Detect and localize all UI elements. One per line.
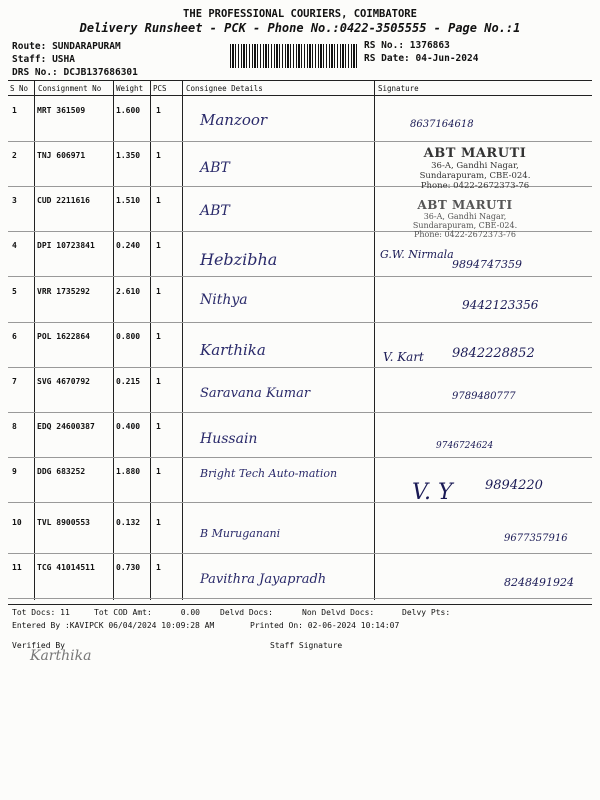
- row-weight: 1.350: [116, 151, 141, 160]
- row-consignee: Manzoor: [200, 111, 268, 129]
- signature-mark: G.W. Nirmala: [380, 248, 454, 261]
- row-consignee: Pavithra Jayapradh: [200, 572, 327, 587]
- row-consignment: SVG 4670792: [37, 377, 90, 386]
- row-sno: 1: [12, 106, 17, 115]
- table-header-rule: [8, 95, 592, 96]
- signature-mark: V. Y: [412, 480, 453, 505]
- row-signature: 8248491924: [504, 576, 574, 589]
- row-rule: [8, 598, 592, 599]
- row-weight: 1.600: [116, 106, 141, 115]
- row-weight: 1.880: [116, 467, 141, 476]
- row-signature: 9894747359: [452, 258, 522, 271]
- row-rule: [8, 553, 592, 554]
- row-weight: 0.800: [116, 332, 141, 341]
- drs-value: DCJB137686301: [63, 67, 138, 78]
- row-sno: 2: [12, 151, 17, 160]
- rs-date-line: RS Date: 04-Jun-2024: [364, 53, 479, 64]
- signature-mark: V. Kart: [383, 350, 424, 364]
- row-signature: 9442123356: [462, 298, 539, 312]
- row-sno: 11: [12, 563, 22, 572]
- row-consignment: MRT 361509: [37, 106, 86, 115]
- col-sep: [34, 80, 35, 600]
- row-consignee: Bright Tech Auto-mation: [200, 467, 338, 480]
- col-sno: S No: [10, 84, 29, 93]
- row-rule: [8, 412, 592, 413]
- row-consignee: B Muruganani: [200, 527, 281, 540]
- row-weight: 0.215: [116, 377, 141, 386]
- table-top-rule: [8, 80, 592, 81]
- row-consignment: VRR 1735292: [37, 287, 90, 296]
- row-rule: [8, 457, 592, 458]
- company-name: THE PROFESSIONAL COURIERS, COIMBATORE: [183, 8, 417, 20]
- row-sno: 8: [12, 422, 17, 431]
- row-pcs: 1: [156, 422, 161, 431]
- row-pcs: 1: [156, 287, 161, 296]
- col-sep: [182, 80, 183, 600]
- row-signature: 9746724624: [436, 441, 494, 451]
- row-sno: 5: [12, 287, 17, 296]
- row-pcs: 1: [156, 377, 161, 386]
- row-consignment: TCG 41014511: [37, 563, 95, 572]
- barcode: [230, 44, 358, 68]
- row-consignment: EDQ 24600387: [37, 422, 95, 431]
- route-value: SUNDARAPURAM: [52, 41, 121, 52]
- route-line: Route: SUNDARAPURAM: [12, 41, 121, 52]
- row-signature: 9677357916: [504, 533, 568, 544]
- col-consignee: Consignee Details: [186, 84, 263, 93]
- printed-on: Printed On: 02-06-2024 10:14:07: [250, 621, 400, 630]
- verified-signature: Karthika: [30, 648, 92, 664]
- rs-date-value: 04-Jun-2024: [415, 53, 479, 64]
- col-sep: [150, 80, 151, 600]
- row-sno: 9: [12, 467, 17, 476]
- row-consignment: TVL 8900553: [37, 518, 90, 527]
- row-weight: 0.730: [116, 563, 141, 572]
- rs-no-value: 1376863: [409, 40, 450, 51]
- row-pcs: 1: [156, 196, 161, 205]
- row-weight: 0.240: [116, 241, 141, 250]
- col-sep: [374, 80, 375, 600]
- row-consignee: ABT: [200, 160, 230, 176]
- staff-line: Staff: USHA: [12, 54, 75, 65]
- row-pcs: 1: [156, 518, 161, 527]
- row-weight: 2.610: [116, 287, 141, 296]
- row-pcs: 1: [156, 151, 161, 160]
- row-pcs: 1: [156, 332, 161, 341]
- col-weight: Weight: [116, 84, 144, 93]
- row-rule: [8, 141, 592, 142]
- col-signature: Signature: [378, 84, 419, 93]
- non-delvd-docs: Non Delvd Docs:: [302, 608, 375, 617]
- row-pcs: 1: [156, 106, 161, 115]
- row-signature: 8637164618: [410, 119, 474, 130]
- row-consignee: Hussain: [200, 431, 258, 447]
- row-consignee: Nithya: [200, 292, 248, 308]
- staff-value: USHA: [52, 54, 75, 65]
- footer-rule: [8, 604, 592, 605]
- row-weight: 0.132: [116, 518, 141, 527]
- rs-no-line: RS No.: 1376863: [364, 40, 450, 51]
- row-consignment: DPI 10723841: [37, 241, 95, 250]
- tot-docs: Tot Docs: 11: [12, 608, 70, 617]
- row-rule: [8, 502, 592, 503]
- row-rule: [8, 322, 592, 323]
- row-consignee: ABT: [200, 203, 230, 219]
- row-pcs: 1: [156, 467, 161, 476]
- row-signature: 9842228852: [452, 346, 535, 361]
- company-stamp: ABT MARUTI 36-A, Gandhi Nagar, Sundarapuram, CBE-024. Phone: 0422-2672373-76: [412, 198, 518, 239]
- row-sno: 4: [12, 241, 17, 250]
- col-pcs: PCS: [153, 84, 167, 93]
- drs-line: DRS No.: DCJB137686301: [12, 67, 138, 78]
- runsheet-title: Delivery Runsheet - PCK - Phone No.:0422-3505555 - Page No.:1: [79, 21, 521, 35]
- delvd-docs: Delvd Docs:: [220, 608, 273, 617]
- row-rule: [8, 367, 592, 368]
- row-sno: 6: [12, 332, 17, 341]
- row-rule: [8, 276, 592, 277]
- row-weight: 1.510: [116, 196, 141, 205]
- row-pcs: 1: [156, 241, 161, 250]
- tot-cod: Tot COD Amt: 0.00: [94, 608, 200, 617]
- row-weight: 0.400: [116, 422, 141, 431]
- staff-signature-label: Staff Signature: [270, 641, 343, 650]
- row-consignment: DDG 683252: [37, 467, 86, 476]
- delvy-pts: Delvy Pts:: [402, 608, 451, 617]
- row-sno: 10: [12, 518, 22, 527]
- col-sep: [113, 80, 114, 600]
- row-consignee: Hebzibha: [200, 250, 278, 269]
- row-signature: 9789480777: [452, 391, 516, 402]
- row-consignment: POL 1622864: [37, 332, 90, 341]
- entered-by: Entered By :KAVIPCK 06/04/2024 10:09:28 AM: [12, 621, 215, 630]
- col-consignment: Consignment No: [38, 84, 102, 93]
- row-signature: 9894220: [485, 478, 543, 493]
- row-consignee: Saravana Kumar: [200, 386, 311, 401]
- verified-by: Verified By: [12, 641, 65, 650]
- company-stamp: ABT MARUTI 36-A, Gandhi Nagar, Sundarapuram, CBE-024. Phone: 0422-2672373-76: [419, 146, 531, 191]
- row-sno: 3: [12, 196, 17, 205]
- row-consignment: CUD 2211616: [37, 196, 90, 205]
- row-sno: 7: [12, 377, 17, 386]
- row-pcs: 1: [156, 563, 161, 572]
- row-consignment: TNJ 606971: [37, 151, 86, 160]
- row-consignee: Karthika: [200, 341, 266, 359]
